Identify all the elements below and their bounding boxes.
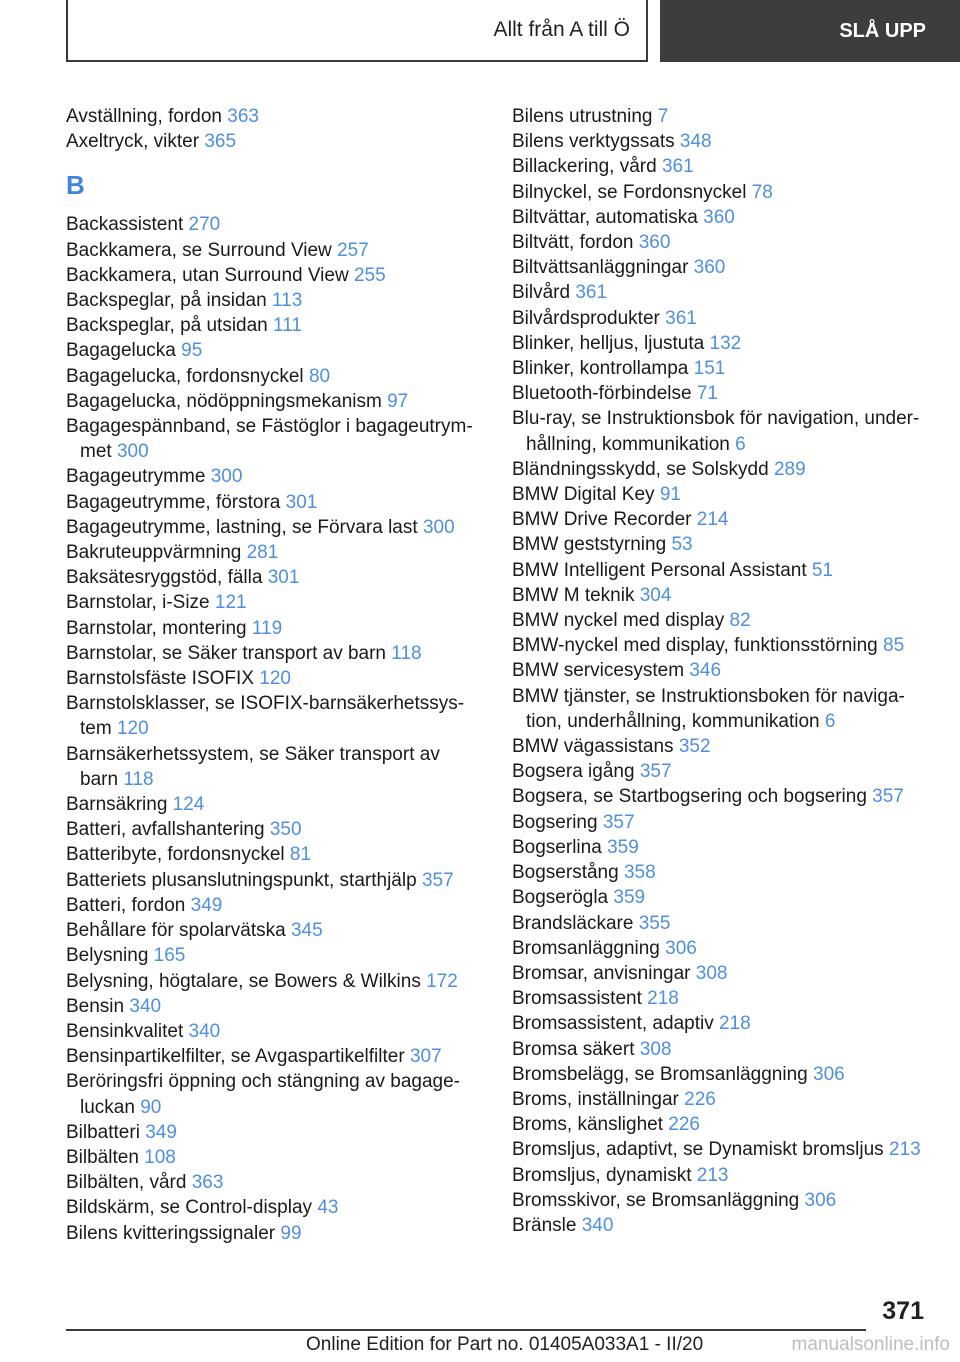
index-entry-term: Brandsläckare [512,912,639,934]
index-entry-term: Bromsanläggning [512,937,666,959]
index-entry-term-continued: tem [80,718,117,740]
page-reference-link[interactable]: 7 [657,106,669,127]
page-reference-link[interactable]: 360 [703,206,735,228]
page-reference-link[interactable]: 97 [387,390,409,412]
index-entry-term: Avställning, fordon [66,106,228,127]
index-entry-term: Bilbälten, vård [66,1172,192,1194]
index-entry-term: Batteribyte, fordonsnyckel [66,844,290,866]
page-reference-link[interactable]: 345 [290,920,323,942]
index-entry [512,457,952,482]
index-entry [512,860,952,885]
index-entry [512,1112,952,1137]
index-entry [66,490,496,515]
index-entry-term: BMW-nyckel med display, funktionsstörning [512,635,884,657]
index-entry-term: Bogserlina [512,836,608,858]
index-entry-term: Bromsskivor, se Bromsanläggning [512,1189,805,1211]
page-reference-link[interactable]: 301 [285,491,318,513]
index-entry [66,590,496,615]
index-entry-term: Bromsljus, dynamiskt [512,1164,697,1186]
page-reference-link[interactable]: 213 [696,1164,729,1186]
page-reference-link[interactable]: 118 [123,768,154,790]
page-reference-link[interactable]: 99 [280,1222,302,1244]
index-entry [512,658,952,683]
page-reference-link[interactable]: 350 [269,819,302,841]
index-entry-term: Barnsäkerhetssystem, se Säker transport av [66,743,440,765]
page-reference-link[interactable]: 78 [751,181,773,203]
index-entry-term: Barnsäkring [66,794,173,816]
index-entry [66,1019,496,1044]
page-reference-link[interactable]: 6 [735,433,746,455]
index-entry [66,893,496,918]
index-entry-term: Axeltryck, vikter [66,131,205,153]
index-entry-term: Bilnyckel, se Fordonsnyckel [512,181,752,203]
index-entry-term: Batteriets plusanslutningspunkt, starthjälp [66,869,422,891]
index-entry-term: Bogsera igång [512,761,640,783]
section-tab-label: Allt från A till Ö [493,18,630,41]
index-entry [512,558,952,583]
index-entry [512,759,952,784]
page-reference-link[interactable]: 90 [140,1096,162,1118]
index-entry-term: Barnstolar, montering [66,617,252,639]
page-reference-link[interactable]: 360 [638,232,671,254]
page-reference-link[interactable]: 361 [575,282,608,304]
index-entry-term: Bromsassistent [512,988,648,1010]
index-entry [66,1044,496,1069]
page-reference-link[interactable]: 151 [693,358,726,380]
page-reference-link[interactable]: 357 [421,869,454,891]
page-reference-link[interactable]: 165 [153,945,186,967]
index-entry [512,230,952,255]
index-column-right [512,104,952,1238]
page-reference-link[interactable]: 304 [639,584,672,606]
index-entry-term: Bogserstång [512,862,624,884]
page-reference-link[interactable]: 43 [317,1197,339,1219]
index-entry [66,129,496,154]
index-entry [66,666,496,691]
index-entry [66,1120,496,1145]
index-entry [512,255,952,280]
page-reference-link[interactable]: 360 [693,257,726,279]
index-entry [66,414,496,464]
index-entry [66,364,496,389]
index-entry-term: Bilens utrustning [512,106,658,127]
index-entry [66,641,496,666]
index-entry [512,1062,952,1087]
index-entry-term: Biltvättsanläggningar [512,257,694,279]
index-entry [512,1188,952,1213]
index-entry [512,911,952,936]
index-entry [66,104,496,129]
index-entry [66,943,496,968]
page-reference-link[interactable]: 363 [191,1172,224,1194]
page-reference-link[interactable]: 361 [665,307,697,329]
index-entry-term: Beröringsfri öppning och stängning av bagage‐ [66,1071,460,1093]
page-reference-link[interactable]: 108 [144,1146,176,1168]
index-entry-term: Bromsa säkert [512,1038,640,1060]
index-column-left [66,104,496,1246]
index-entry-term: Belysning, högtalare, se Bowers & Wilkins [66,970,427,992]
page-reference-link[interactable]: 359 [613,887,646,909]
watermark: manualsonline.info [791,1334,950,1355]
index-entry-term: Bromsar, anvisningar [512,962,696,984]
index-entry [512,306,952,331]
page-reference-link[interactable]: 365 [204,131,237,153]
page-reference-link[interactable]: 306 [804,1189,837,1211]
page-reference-link[interactable]: 308 [695,962,728,984]
index-entry-term: Barnstolar, i-Size [66,592,215,614]
index-entry [512,885,952,910]
index-entry [66,212,496,237]
lookup-tab-label: SLÅ UPP [839,19,926,42]
page-reference-link[interactable]: 53 [671,534,693,556]
index-entry [512,784,952,809]
index-entry [512,331,952,356]
page-reference-link[interactable]: 352 [678,736,711,758]
page-reference-link[interactable]: 118 [391,642,422,664]
index-entry-term: BMW servicesystem [512,660,690,682]
index-entry [512,154,952,179]
page-reference-link[interactable]: 218 [647,988,679,1010]
index-entry-term: Bagageutrymme, förstora [66,491,286,513]
index-entry-term: Batteri, fordon [66,894,191,916]
index-entry-term: Bromsljus, adaptivt, se Dynamiskt bromsljus [512,1139,889,1161]
index-entry-term: Backspeglar, på insidan [66,290,272,312]
index-entry-term: Bromsbelägg, se Bromsanläggning [512,1063,814,1085]
index-entry-term: BMW Intelligent Personal Assistant [512,559,812,581]
index-entry [512,986,952,1011]
index-entry [66,540,496,565]
index-entry [512,180,952,205]
index-entry-term: Backkamera, se Surround View [66,239,338,261]
index-entry [66,792,496,817]
index-entry [512,1137,952,1162]
index-entry [512,406,952,456]
page-reference-link[interactable]: 113 [271,290,303,312]
index-entry [66,263,496,288]
page-reference-link[interactable]: 355 [638,912,671,934]
page-reference-link[interactable]: 218 [718,1013,751,1035]
index-entry [512,356,952,381]
index-entry [66,565,496,590]
index-letter-heading: B [66,170,85,201]
index-entry-term: Bromsassistent, adaptiv [512,1013,719,1035]
index-entry [66,389,496,414]
page-reference-link[interactable]: 307 [409,1046,442,1068]
index-entry-term: Baksätesryggstöd, fälla [66,567,268,589]
page-reference-link[interactable]: 308 [639,1038,672,1060]
index-entry-term: Backspeglar, på utsidan [66,315,274,337]
index-entry [66,313,496,338]
page-reference-link[interactable]: 111 [273,315,302,337]
index-entry-term: Barnstolsklasser, se ISOFIX-barnsäkerhetssys‐ [66,693,465,715]
index-entry-term: Bagagelucka, fordonsnyckel [66,365,309,387]
index-entry-term: Barnstolsfäste ISOFIX [66,668,260,690]
index-entry-term: Bakruteuppvärmning [66,542,247,564]
page-reference-link[interactable]: 120 [116,718,149,740]
index-entry [512,961,952,986]
page-reference-link[interactable]: 357 [639,761,672,783]
index-entry [512,835,952,860]
page-reference-link[interactable]: 214 [696,509,729,531]
index-entry-term: BMW M teknik [512,584,640,606]
footer-divider [66,1329,866,1331]
index-entry-term: Bogsering [512,811,603,833]
page-reference-link[interactable]: 357 [602,811,635,833]
index-entry-term: Bilvårdsprodukter [512,307,666,329]
index-entry-term: Bilens verktygssats [512,131,680,153]
page-reference-link[interactable]: 6 [824,710,836,732]
page-number: 371 [882,1297,924,1325]
index-entry-term: Bagagespännband, se Fästöglor i bagageutrym‐ [66,416,473,438]
index-entry [512,810,952,835]
index-entry-term: Broms, inställningar [512,1088,685,1110]
page-reference-link[interactable]: 357 [872,786,904,808]
page-reference-link[interactable]: 289 [773,458,806,480]
index-entry-term: Barnstolar, se Säker transport av barn [66,642,392,664]
index-entry-term: Biltvättar, automatiska [512,206,704,228]
index-entry-term-continued: hållning, kommunikation [526,433,736,455]
index-entry [66,994,496,1019]
index-entry [512,381,952,406]
page-reference-link[interactable]: 349 [145,1121,177,1143]
index-entry-term: Blu-ray, se Instruktionsbok för navigation, under‐ [512,408,920,430]
index-entry-term: Bilbälten [66,1146,145,1168]
index-entry-term: Bensinpartikelfilter, se Avgaspartikelfilter [66,1046,410,1068]
index-entry [66,1195,496,1220]
index-entry [66,1069,496,1119]
index-entry-term: Bländningsskydd, se Solskydd [512,458,774,480]
page-reference-link[interactable]: 257 [337,239,369,261]
index-entry-term: Behållare för spolarvätska [66,920,291,942]
page-reference-link[interactable]: 300 [422,516,455,538]
index-entry-term: Backassistent [66,214,189,236]
index-entry [512,583,952,608]
index-entry [512,936,952,961]
index-entry-term-continued: met [80,441,117,463]
index-entry-term: Bagageutrymme, lastning, se Förvara last [66,516,423,538]
section-tab-a-z[interactable] [66,0,648,62]
page-reference-link[interactable]: 306 [665,937,697,959]
page-reference-link[interactable]: 363 [227,106,259,127]
page-reference-link[interactable]: 300 [116,441,149,463]
index-entry-term: BMW vägassistans [512,736,679,758]
index-entry-term: Bilbatteri [66,1121,146,1143]
index-entry [66,918,496,943]
index-entry-term: Bildskärm, se Control-display [66,1197,318,1219]
page-reference-link[interactable]: 358 [623,862,656,884]
page-reference-link[interactable]: 132 [709,332,742,354]
index-entry [66,238,496,263]
index-entry-term: Bensinkvalitet [66,1020,189,1042]
index-entry-term: BMW Digital Key [512,484,660,506]
index-entry-term: BMW Drive Recorder [512,509,697,531]
page-reference-link[interactable]: 340 [129,995,162,1017]
page-reference-link[interactable]: 82 [729,610,751,632]
page-reference-link[interactable]: 124 [172,794,205,816]
index-entry-term: Backkamera, utan Surround View [66,264,354,286]
index-entry-term: Biltvätt, fordon [512,232,639,254]
page-reference-link[interactable]: 340 [188,1020,221,1042]
page-reference-link[interactable]: 359 [607,836,639,858]
page-reference-link[interactable]: 81 [289,844,312,866]
index-entry [66,868,496,893]
page-reference-link[interactable]: 71 [696,383,718,405]
index-entry [66,1221,496,1246]
page-reference-link[interactable]: 340 [581,1214,614,1236]
index-entry [512,684,952,734]
lookup-tab[interactable] [660,0,960,62]
index-entry [66,742,496,792]
index-entry [512,1037,952,1062]
page-reference-link[interactable]: 120 [259,668,291,690]
page-reference-link[interactable]: 121 [214,592,247,614]
index-entry-term: Bagageutrymme [66,466,211,488]
index-entry-term: Bensin [66,995,130,1017]
page-reference-link[interactable]: 346 [689,660,722,682]
page-reference-link[interactable]: 281 [246,542,279,564]
index-entry [66,288,496,313]
index-entry-term-continued: barn [80,768,124,790]
index-entry-term: Bogserögla [512,887,614,909]
index-group-b-continued [512,104,952,1238]
page-reference-link[interactable]: 226 [668,1114,700,1136]
page-reference-link[interactable]: 51 [811,559,834,581]
index-entry [512,482,952,507]
index-entry [66,464,496,489]
index-entry [66,1145,496,1170]
index-entry-term: Batteri, avfallshantering [66,819,270,841]
page-reference-link[interactable]: 255 [353,264,386,286]
index-entry-term-continued: tion, underhållning, kommunikation [526,710,825,732]
index-entry [512,104,952,129]
index-group-a [66,104,496,154]
index-entry [66,515,496,540]
index-entry [66,616,496,641]
index-entry-term: Bilvård [512,282,576,304]
index-entry-term: Bogsera, se Startbogsering och bogsering [512,786,873,808]
index-entry-term: Broms, känslighet [512,1114,669,1136]
page-reference-link[interactable]: 301 [267,567,300,589]
page-reference-link[interactable]: 91 [659,484,681,506]
edition-note: Online Edition for Part no. 01405A033A1 - II/20 [306,1334,704,1355]
index-entry [512,1011,952,1036]
index-entry [512,1087,952,1112]
index-entry-term: BMW geststyrning [512,534,672,556]
page-reference-link[interactable]: 348 [679,131,712,153]
index-entry-term-continued: luckan [80,1096,141,1118]
index-entry [512,734,952,759]
index-entry [66,338,496,363]
page-reference-link[interactable]: 270 [188,214,221,236]
index-entry [512,1213,952,1238]
index-entry [512,532,952,557]
index-entry-term: Blinker, kontrollampa [512,358,694,380]
index-entry [512,507,952,532]
index-entry [512,205,952,230]
index-entry-term: Bluetooth-förbindelse [512,383,697,405]
page-reference-link[interactable]: 361 [661,156,694,178]
index-entry-term: BMW nyckel med display [512,610,730,632]
index-entry-term: Bilens kvitteringssignaler [66,1222,281,1244]
index-entry-term: Blinker, helljus, ljustuta [512,332,710,354]
index-entry-term: Belysning [66,945,154,967]
index-entry [512,633,952,658]
index-entry-term: Billackering, vård [512,156,662,178]
page-reference-link[interactable]: 213 [888,1139,921,1161]
index-group-b [66,212,496,1245]
index-entry [66,817,496,842]
index-entry [512,1163,952,1188]
index-entry [66,842,496,867]
index-entry [66,969,496,994]
index-entry [512,129,952,154]
index-entry [512,280,952,305]
page-reference-link[interactable]: 306 [813,1063,845,1085]
index-entry-term: Bagagelucka [66,340,182,362]
index-entry-term: Bagagelucka, nödöppningsmekanism [66,390,388,412]
page-reference-link[interactable]: 80 [308,365,331,387]
page-reference-link[interactable]: 119 [251,617,283,639]
index-entry-term: BMW tjänster, se Instruktionsboken för naviga‐ [512,685,905,707]
index-entry [66,691,496,741]
page-reference-link[interactable]: 85 [883,635,905,657]
index-entry-term: Bränsle [512,1214,582,1236]
index-entry [512,608,952,633]
page-reference-link[interactable]: 300 [210,466,243,488]
index-entry [66,1170,496,1195]
page-reference-link[interactable]: 226 [684,1088,716,1110]
page-reference-link[interactable]: 172 [426,970,458,992]
page-reference-link[interactable]: 349 [190,894,223,916]
page-reference-link[interactable]: 95 [181,340,203,362]
